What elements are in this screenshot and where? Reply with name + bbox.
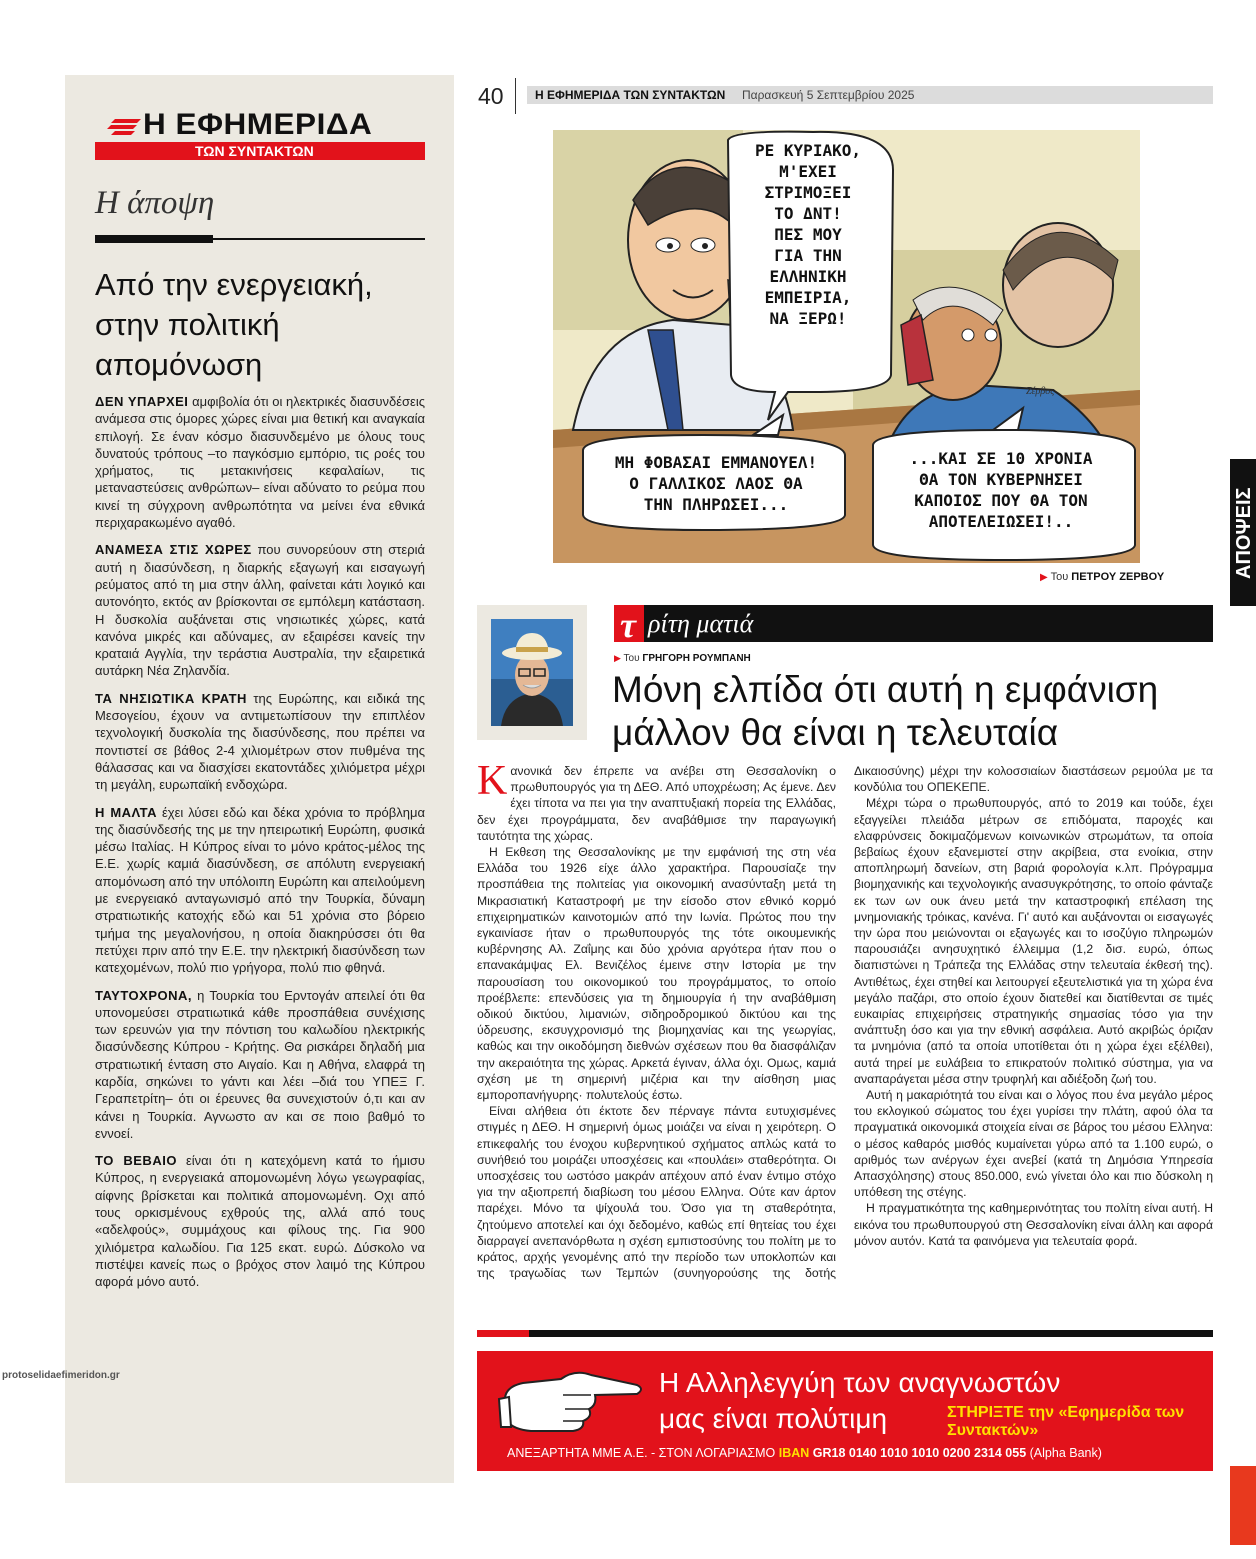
ad-call-to-action: ΣΤΗΡΙΞΤΕ την «Εφημερίδα των Συντακτών» — [947, 1404, 1185, 1439]
cartoonist-signature: Ζέρβος — [1026, 386, 1055, 397]
section-label: Η άποψη — [95, 185, 215, 221]
political-cartoon — [553, 130, 1140, 563]
speech-bubble-3: ...ΚΑΙ ΣΕ 10 ΧΡΟΝΙΑ ΘΑ ΤΟΝ ΚΥΒΕΡΝΗΣΕΙ ΚΑΠΟΙΟΣ ΠΟΥ ΘΑ ΤΟΝ ΑΠΟΤΕΛΕΙΩΣΕΙ!.. — [909, 449, 1093, 531]
ad-bank-account: ΑΝΕΞΑΡΤΗΤΑ ΜΜΕ Α.Ε. - ΣΤΟΝ ΛΟΓΑΡΙΑΣΜΟ IBAN GR18 0140 1010 1010 0200 2314 055 (Alpha Bank) — [507, 1446, 1102, 1460]
editorial-paragraph: ΑΝΑΜΕΣΑ ΣΤΙΣ ΧΩΡΕΣ που συνορεύουν στη στεριά αυτή η διασύνδεση, η διαρκής εξαγωγή και εισαγωγή ρεύματος από τη μια στην άλλη, φαίνεται κάτι λογικό και αυτονόητο, εκτός αν βρίσκονται σε εμπόλεμη κατάσταση. Η δυσκολία αυξάνεται στις νησιωτικές χώρες, κατά κανόνα μικρές και αδύναμες, αν εξαιρέσει κανείς την κραταιά Αγγλία, την τεράστια Αυστραλία, την εξαιρετικά αυτάρκη Νέα Ζηλανδία. — [95, 542, 425, 679]
speech-bubble-2: ΜΗ ΦΟΒΑΣΑΙ ΕΜΜΑΝΟΥΕΛ! Ο ΓΑΛΛΙΚΟΣ ΛΑΟΣ ΘΑ ΤΗΝ ΠΛΗΡΩΣΕΙ... — [614, 453, 818, 514]
edge-red-marker — [1230, 1466, 1256, 1545]
column-paragraph: Μέχρι τώρα ο πρωθυπουργός, από το 2019 και τούδε, έχει εξαγγείλει πλειάδα μέτρων σε επιδόματα, παροχές και ελαφρύνσεις δοκιμαζόμενων κοινωνικών στρωμάτων, τα οποία βεβαίως έχουν εξανεμιστεί στην ακρίβεια, στα ενοίκια, στην αποπληρωμή δανείων, στη βαριά φορολογία κ.λπ. Πρόγραμμα βιομηχανικής και τεχνολογικής ανασυγκρότησης, το οποίο φάνταζε εκ των ων ουκ άνευ μετά την καταστροφική επέλαση της μνημονιακής τρόικας, κανένα. Γι' αυτό και αυξάνονται οι εισαγωγές την ώρα που μειώνονται οι εξαγωγές και το ισοζύγιο πληρωμών παρουσιάζει ανησυχητικό έλλειμμα (1,2 δισ. ευρώ, όπως διαπιστώνει η Τράπεζα της Ελλάδας στην τελευταία έκθεσή της). Αντιθέτως, έχει στηθεί και λειτουργεί εξευτελιστικά για τη χώρα ένα μεγάλο παζάρι, στο οποίο έχουν διατεθεί και διατίθενται σε τιμές ευκαιρίας επιχειρήσεις στρατηγικής σημασίας τόσο για την ανάπτυξη όσο και για την εθνική ασφάλεια. Αυτό ακριβώς όριζαν τα μνημόνια (από τα οποία υποτίθεται ότι η χώρα έχει εξέλθει), αυτά τηρεί με ευλάβεια το επικρατούν πολιτικό σύστημα, για να αναπαράγεται μέσα στην τρυφηλή και αδιέξοδη ζωή του. — [854, 796, 1213, 1086]
header-date: Παρασκευή 5 Σεπτεμβρίου 2025 — [742, 88, 915, 102]
editorial-body — [95, 393, 425, 1301]
editorial-paragraph: ΤΑ ΝΗΣΙΩΤΙΚΑ ΚΡΑΤΗ της Ευρώπης, και ειδικά της Μεσογείου, έχουν να αντιμετωπίσουν την επιπλέον τεχνολογική δυσκολία της διασύνδεσης, που πρέπει να ποντιστεί σε βάθος 2-4 χιλιομέτρων στον πυθμένα της θάλασσας και να διασχίσει εκατοντάδες χιλιόμετρα μέχρι τη μεγάλη, ευρωπαϊκή ενδοχώρα. — [95, 690, 425, 793]
column-title-initial: τ — [620, 605, 636, 645]
newspaper-logo — [95, 108, 425, 160]
editorial-paragraph: ΔΕΝ ΥΠΑΡΧΕΙ αμφιβολία ότι οι ηλεκτρικές διασυνδέσεις ανάμεσα στις όμορες χώρες είναι μια θετική και αναγκαία επιλογή. Σε έναν κόσμο διασυνδεμένο με όλους τους δυνατούς τρόπους –το παγκόσμιο εμπόριο, τις ροές του χρήματος, τις μετακινήσεις κεφαλαίων, τις μεταναστεύσεις ανθρώπων– είναι αδύνατο το ρεύμα που κινεί τη σύγχρονη ανθρωπότητα να μείνει ένα εθνικά περιχαρακωμένο αγαθό. — [95, 394, 425, 531]
pointing-hand-icon — [497, 1361, 647, 1436]
column-title-bar — [614, 605, 1213, 645]
column-title: ρίτη ματιά — [648, 609, 754, 638]
editorial-paragraph: ΤΑΥΤΟΧΡΟΝΑ, η Τουρκία του Ερντογάν απειλεί ότι θα υπονομεύσει στρατιωτικά κάθε προσπάθεια συνέχισης των ερευνών για την πόντιση του καλωδίου ηλεκτρικής διασύνδεσης Κύπρου - Κρήτης. Θα ρισκάρει δηλαδή μια στρατιωτική ένταση στο Αιγαίο. Και η Αθήνα, ελαφρά τη καρδία, σηκώνει το γάντι και λέει –διά του ΥΠΕΞ Γ. Γεραπετρίτη– ότι οι έρευνες θα συνεχιστούν ό,τι και αν κάνει η Τουρκία. Αγνωστο αν και σε ποιο βαθμό το εννοεί. — [95, 987, 425, 1141]
page-header — [527, 86, 1213, 104]
site-watermark: protoselidaefimeridon.gr — [2, 1370, 120, 1381]
page-number: 40 — [478, 83, 504, 109]
author-photo — [491, 619, 573, 726]
section-edge-tab: ΑΠΟΨΕΙΣ — [1230, 459, 1256, 606]
column-headline: Μόνη ελπίδα ότι αυτή η εμφάνιση μάλλον θα είναι η τελευταία — [612, 669, 1159, 753]
speech-bubble-1: ΡΕ ΚΥΡΙΑΚΟ, Μ'ΕΧΕΙ ΣΤΡΙΜΟΞΕΙ ΤΟ ΔΝΤ! ΠΕΣ ΜΟΥ ΓΙΑ ΤΗΝ ΕΛΛΗΝΙΚΗ ΕΜΠΕΙΡΙΑ, ΝΑ ΞΕΡΩ! — [755, 141, 861, 328]
editorial-paragraph: ΤΟ ΒΕΒΑΙΟ είναι ότι η κατεχόμενη κατά το ήμισυ Κύπρος, η ενεργειακά απομονωμένη λόγω γεωγραφίας, αίφνης βρίσκεται και πολιτικά απομονωμένη. Οχι από τους ορκισμένους εχθρούς της, αλλά από τους «αδελφούς», συμμάχους και φίλους της. Για 900 χιλιόμετρα καλωδίου. Για 125 εκατ. ευρώ. Δύσκολο να πιστέψει κανείς πως ο βρόχος στον λαιμό της Κύπρου αφορά μόνο αυτό. — [95, 1153, 425, 1290]
logo-title: Η ΕΦΗΜΕΡΙΔΑ — [143, 108, 373, 141]
reader-support-ad — [477, 1351, 1213, 1471]
header-divider — [515, 78, 516, 114]
ad-title: Η Αλληλεγγύη των αναγνωστών — [659, 1367, 1061, 1398]
triangle-right-icon: ▶ — [1040, 572, 1048, 583]
triangle-right-icon: ▶ — [614, 653, 621, 663]
ad-subtitle: μας είναι πολύτιμη — [659, 1403, 888, 1434]
editorial-panel — [65, 75, 454, 1483]
section-rule — [95, 235, 425, 243]
ad-divider — [477, 1330, 1213, 1337]
column-paragraph: Κανονικά δεν έπρεπε να ανέβει στη Θεσσαλονίκη ο πρωθυπουργός για τη ΔΕΘ. Από υποχρέωση; Ας έμενε. Δεν έχει τίποτα να πει για την αναπτυξιακή πορεία της Ελλάδας, δεν έχει προγράμματα, δεν αναβάθμισε την παραγωγική ταυτότητα της χώρας. — [477, 758, 836, 843]
header-paper-name: Η ΕΦΗΜΕΡΙΔΑ ΤΩΝ ΣΥΝΤΑΚΤΩΝ — [535, 88, 726, 102]
editorial-headline: Από την ενεργειακή, στην πολιτική απομόνωση — [95, 267, 373, 382]
cartoon-credit: ▶ Του ΠΕΤΡΟΥ ΖΕΡΒΟΥ — [1040, 571, 1165, 583]
column-paragraph: Η πραγματικότητα της καθημερινότητας του πολίτη είναι αυτή. Η εικόνα του πρωθυπουργού στη Θεσσαλονίκη είναι άλλη και αφορά μόνον αυτόν. Κατά τα φαινόμενα για τελευταία φορά. — [854, 1201, 1213, 1248]
editorial-paragraph: Η ΜΑΛΤΑ έχει λύσει εδώ και δέκα χρόνια το πρόβλημα της διασύνδεσής της με την ηπειρωτική Ευρώπη, φυσικά μέσω Ιταλίας. Η Κύπρος είναι το μόνο κράτος-μέλος της Ε.Ε. χωρίς καμιά διασύνδεση, σε απόλυτη ενεργειακή απομόνωση από την υπόλοιπη Ευρώπη και απειλούμενη με ενεργειακό ανταγωνισμό από την Τουρκία, δύναμη στρατιωτικής κατοχής εδώ και 51 χρόνια στο βόρειο τμήμα της μεγαλονήσου, η οποία διακηρύσσει ότι θα πετύχει πριν από την Ε.Ε. την ηλεκτρική διασύνδεση των κατεχομένων, πολύ πιο γρήγορα, πολύ πιο φθηνά. — [95, 804, 425, 976]
column-byline: ▶ Του ΓΡΗΓΟΡΗ ΡΟΥΜΠΑΝΗ — [614, 653, 751, 664]
author-photo-frame — [477, 605, 587, 740]
column-paragraph: Η Εκθεση της Θεσσαλονίκης με την εμφάνισή της στη νέα Ελλάδα του 1926 είχε άλλο χαρακτήρα. Παρουσίαζε την προσπάθεια της πολιτείας για οικονομική ανασύνταξη μετά τη Μικρασιατική Καταστροφή με την είσοδο στον εθνικό κορμό επιχειρηματικών καινοτομιών από την Ιωνία. Πρώτος που την εγκαινίασε ήταν ο πρωθυπουργός της τότε οικουμενικής κυβέρνησης Αλ. Ζαΐμης και δύο χρόνια αργότερα ήταν που ο επανακάμψας Ελ. Βενιζέλος έμεινε στην Ιστορία με την παρουσίαση του οικονομικού του προγράμματος, το οποίο προέβλεπε: επενδύσεις για τη δημιουργία ή την αναβάθμιση οδικού δικτύου, λιμανιών, σιδηροδρομικού δικτύου και της ύδρευσης, εκσυγχρονισμό της βιομηχανίας και της γεωργίας, καθώς και την οικοδόμηση διεθνών σχέσεων που θα διασφάλιζαν την ακεραιότητα της χώρας. Αρκετά έγιναν, άλλα όχι. Ομως, καμιά σχέση με τη σημερινή μιζέρια και την αίσθηση μιας εμποροπανήγυρης· πολυτελούς έστω. — [477, 845, 836, 1103]
column-paragraph: Αυτή η μακαριότητά του είναι και ο λόγος που ένα μεγάλο μέρος του εκλογικού σώματος του έχει γυρίσει την πλάτη, αφού όλα τα πραγματικά οικονομικά στοιχεία είναι σε βάρος του μέσου Ελληνα: ο μέσος καθαρός μισθός κυμαίνεται γύρω από τα 1.100 ευρώ, ο αριθμός των ανέργων έχει ανεβεί (κατά τη Δημόσια Υπηρεσία Απασχόλησης) στους 850.000, ενώ γίνεται όλο και πιο δύσκολη η υπόθεση της στέγης. — [854, 1088, 1213, 1200]
drop-cap: Κ — [477, 758, 508, 804]
speed-lines-icon — [107, 118, 141, 136]
column-body — [477, 758, 1213, 1313]
column-paragraph: Είναι αλήθεια ότι έκτοτε δεν πέρναγε πάντα ευτυχισμένες στιγμές η ΔΕΘ. Η σημερινή όμως μοιάζει να είναι η χειρότερη. Ο επικεφαλής του ένοχου κυβερνητικού σχήματος απλώς κατά το συνήθειό του μοιράζει υποσχέσεις και «πουλάει» σταθερότητα. Οι υποσχέσεις του ωστόσο μακράν απέχουν από έναν έντιμο στόχο για την αξιοπρεπή διαβίωση του μέσου Ελληνα. Ούτε καν άρτον παρέχει. Μόνο τα ψίχουλά του. Όσο για τη σταθερότητα, ζητούμενο αποτελεί και όχι δεδομένο, καθώς επί θητείας του έχει διαρραγεί ανεπανόρθωτα η σχέση εμπιστοσύνης του πολίτη με το κράτος, αρχής γενομένης από την περίοδο των υποκλοπών και της τραγωδίας των Τεμπών (συνηγορούσης της δοτής Δικαιοσύνης) μέχρι την κολοσσιαίων διαστάσεων ρεμούλα με τα κονδύλια του ΟΠΕΚΕΠΕ. — [477, 764, 1213, 1281]
logo-subtitle: ΤΩΝ ΣΥΝΤΑΚΤΩΝ — [195, 143, 314, 159]
